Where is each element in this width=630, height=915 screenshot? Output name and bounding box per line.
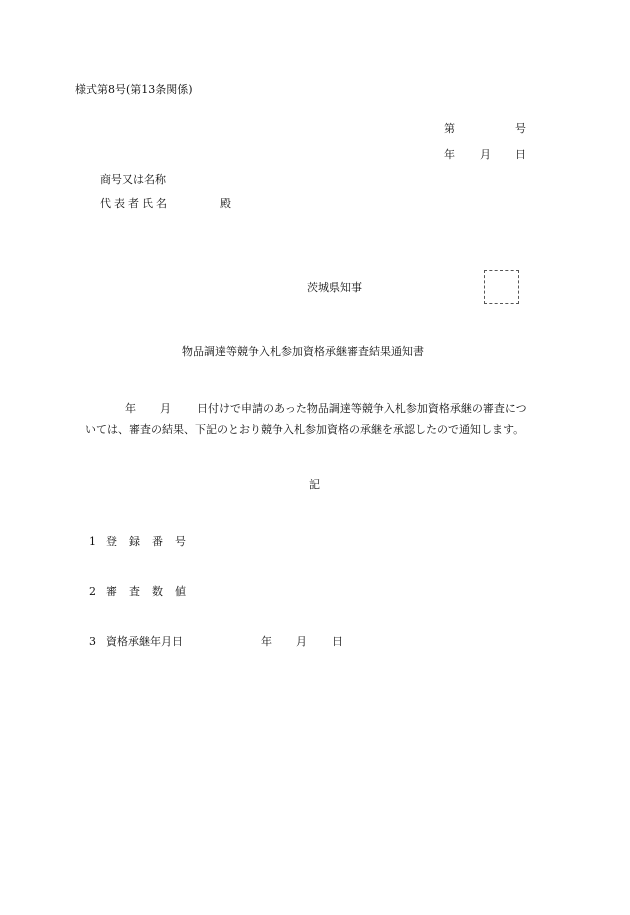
issuer: 茨城県知事 [307, 281, 362, 294]
item-year: 年 [261, 635, 272, 648]
document-title: 物品調達等競争入札参加資格承継審査結果通知書 [182, 345, 424, 358]
date-year: 年 [444, 148, 455, 161]
body-month: 月 [160, 402, 171, 415]
recipient-company: 商号又は名称 [100, 173, 166, 186]
seal-box [484, 270, 519, 304]
item-day: 日 [332, 635, 343, 648]
item-number: 3 [89, 635, 96, 648]
date-month: 月 [480, 148, 491, 161]
form-number: 様式第8号(第13条関係) [75, 83, 193, 96]
body-line1: 日付けで申請のあった物品調達等競争入札参加資格承継の審査につ [197, 402, 527, 415]
item-label: 審査数値 [106, 585, 198, 598]
item-label: 資格承継年月日 [106, 635, 183, 648]
item-month: 月 [296, 635, 307, 648]
date-day: 日 [515, 148, 526, 161]
recipient-representative: 代表者氏名 [100, 197, 170, 210]
item-number: 1 [89, 535, 96, 548]
body-year: 年 [125, 402, 136, 415]
ki-label: 記 [309, 478, 320, 491]
doc-number-suffix: 号 [515, 122, 526, 135]
doc-number-prefix: 第 [444, 122, 455, 135]
item-number: 2 [89, 585, 96, 598]
body-line2: いては、審査の結果、下記のとおり競争入札参加資格の承継を承認したので通知します。 [85, 423, 525, 436]
recipient-honorific: 殿 [220, 197, 231, 210]
item-label: 登録番号 [106, 535, 198, 548]
